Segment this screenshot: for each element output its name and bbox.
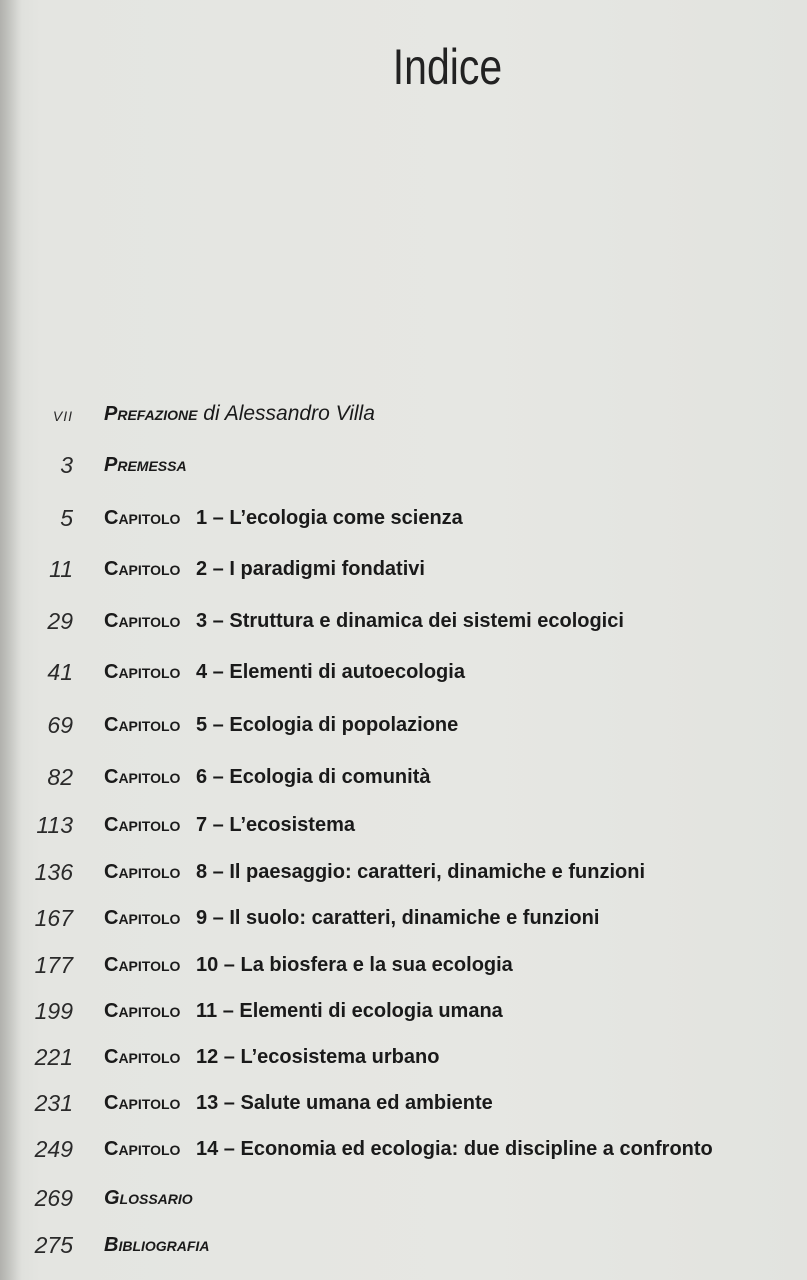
toc-chapter-label: Capitolo xyxy=(104,766,181,788)
toc-entry-chapter-4 xyxy=(0,659,807,689)
toc-chapter-label: Capitolo xyxy=(104,1138,181,1160)
toc-chapter-title: 13 – Salute umana ed ambiente xyxy=(196,1092,493,1114)
toc-chapter-label: Capitolo xyxy=(104,1046,181,1068)
toc-entry-text xyxy=(104,861,645,884)
toc-chapter-title: 10 – La biosfera e la sua ecologia xyxy=(196,954,513,976)
toc-label: Bibliografia xyxy=(104,1234,210,1256)
toc-entry-chapter-11 xyxy=(0,998,807,1028)
toc-entry-text xyxy=(104,402,375,426)
toc-chapter-title: 6 – Ecologia di comunità xyxy=(196,766,431,788)
toc-chapter-label: Capitolo xyxy=(104,507,181,529)
toc-page-number: 167 xyxy=(34,905,73,931)
toc-entry-text xyxy=(104,1000,503,1023)
toc-chapter-label: Capitolo xyxy=(104,1000,181,1022)
toc-page-number: 177 xyxy=(34,952,73,978)
toc-chapter-title: 12 – L’ecosistema urbano xyxy=(196,1046,440,1068)
toc-page-number: 113 xyxy=(36,812,73,838)
toc-page-number: 29 xyxy=(47,608,73,634)
toc-entry-chapter-8 xyxy=(0,859,807,889)
toc-entry-chapter-3 xyxy=(0,608,807,638)
toc-entry-chapter-6 xyxy=(0,764,807,794)
toc-chapter-label: Capitolo xyxy=(104,814,181,836)
toc-entry-chapter-9 xyxy=(0,905,807,935)
page-title: Indice xyxy=(392,39,503,95)
toc-chapter-title: 4 – Elementi di autoecologia xyxy=(196,661,465,683)
toc-entry-text xyxy=(104,907,599,930)
toc-entry-bibliografia xyxy=(0,1232,807,1262)
toc-chapter-title: 1 – L’ecologia come scienza xyxy=(196,507,463,529)
toc-entry-text xyxy=(104,454,187,477)
toc-page-number: 5 xyxy=(60,505,73,531)
toc-entry-text xyxy=(104,1234,209,1257)
toc-page-number: 41 xyxy=(47,659,73,685)
toc-chapter-title: 2 – I paradigmi fondativi xyxy=(196,558,425,580)
toc-author: di Alessandro Villa xyxy=(197,402,375,425)
toc-entry-chapter-10 xyxy=(0,952,807,982)
toc-entry-chapter-2 xyxy=(0,556,807,586)
toc-chapter-title: 7 – L’ecosistema xyxy=(196,814,355,836)
toc-entry-glossario xyxy=(0,1185,807,1215)
toc-entry-text xyxy=(104,714,458,737)
toc-entry-prefazione xyxy=(0,400,807,430)
toc-page-number: 199 xyxy=(34,998,73,1024)
toc-page-number: 136 xyxy=(34,859,73,885)
toc-entry-text xyxy=(104,954,513,977)
toc-page-number: VII xyxy=(52,408,73,424)
toc-chapter-title: 14 – Economia ed ecologia: due discipline a confronto xyxy=(196,1138,713,1160)
toc-entry-chapter-5 xyxy=(0,712,807,742)
toc-entry-chapter-14 xyxy=(0,1136,807,1166)
toc-chapter-title: 11 – Elementi di ecologia umana xyxy=(196,1000,503,1022)
toc-chapter-label: Capitolo xyxy=(104,610,181,632)
toc-page-number: 249 xyxy=(34,1136,73,1162)
toc-chapter-label: Capitolo xyxy=(104,861,181,883)
toc-chapter-label: Capitolo xyxy=(104,661,181,683)
toc-entry-text xyxy=(104,1187,193,1210)
toc-entry-text xyxy=(104,1046,439,1069)
toc-label: Premessa xyxy=(104,454,187,476)
toc-entry-chapter-7 xyxy=(0,812,807,842)
toc-chapter-label: Capitolo xyxy=(104,907,181,929)
toc-entry-text xyxy=(104,766,431,789)
toc-entry-premessa xyxy=(0,452,807,482)
toc-page-number: 82 xyxy=(47,764,73,790)
toc-entry-text xyxy=(104,814,355,837)
toc-page-number: 269 xyxy=(34,1185,73,1211)
toc-entry-text xyxy=(104,661,465,684)
toc-page-number: 69 xyxy=(47,712,73,738)
toc-entry-text xyxy=(104,610,624,633)
toc-entry-text xyxy=(104,1138,713,1161)
toc-chapter-label: Capitolo xyxy=(104,1092,181,1114)
toc-entry-text xyxy=(104,1092,493,1115)
toc-chapter-title: 5 – Ecologia di popolazione xyxy=(196,714,459,736)
toc-label: Glossario xyxy=(104,1187,193,1209)
toc-entry-chapter-13 xyxy=(0,1090,807,1120)
toc-chapter-title: 9 – Il suolo: caratteri, dinamiche e funzioni xyxy=(196,907,600,929)
toc-page-number: 3 xyxy=(60,452,73,478)
toc-entry-chapter-1 xyxy=(0,505,807,535)
toc-page-number: 231 xyxy=(34,1090,73,1116)
toc-label: Prefazione xyxy=(104,403,198,425)
page-gutter-shadow xyxy=(0,0,22,1280)
toc-entry-chapter-12 xyxy=(0,1044,807,1074)
toc-chapter-title: 8 – Il paesaggio: caratteri, dinamiche e funzioni xyxy=(196,861,646,883)
toc-entry-text xyxy=(104,558,425,581)
toc-chapter-title: 3 – Struttura e dinamica dei sistemi ecologici xyxy=(196,610,624,632)
toc-chapter-label: Capitolo xyxy=(104,714,181,736)
toc-page-number: 11 xyxy=(49,556,73,582)
toc-page-number: 275 xyxy=(34,1232,73,1258)
toc-chapter-label: Capitolo xyxy=(104,954,181,976)
toc-entry-text xyxy=(104,507,463,530)
toc-chapter-label: Capitolo xyxy=(104,558,181,580)
toc-page-number: 221 xyxy=(34,1044,73,1070)
